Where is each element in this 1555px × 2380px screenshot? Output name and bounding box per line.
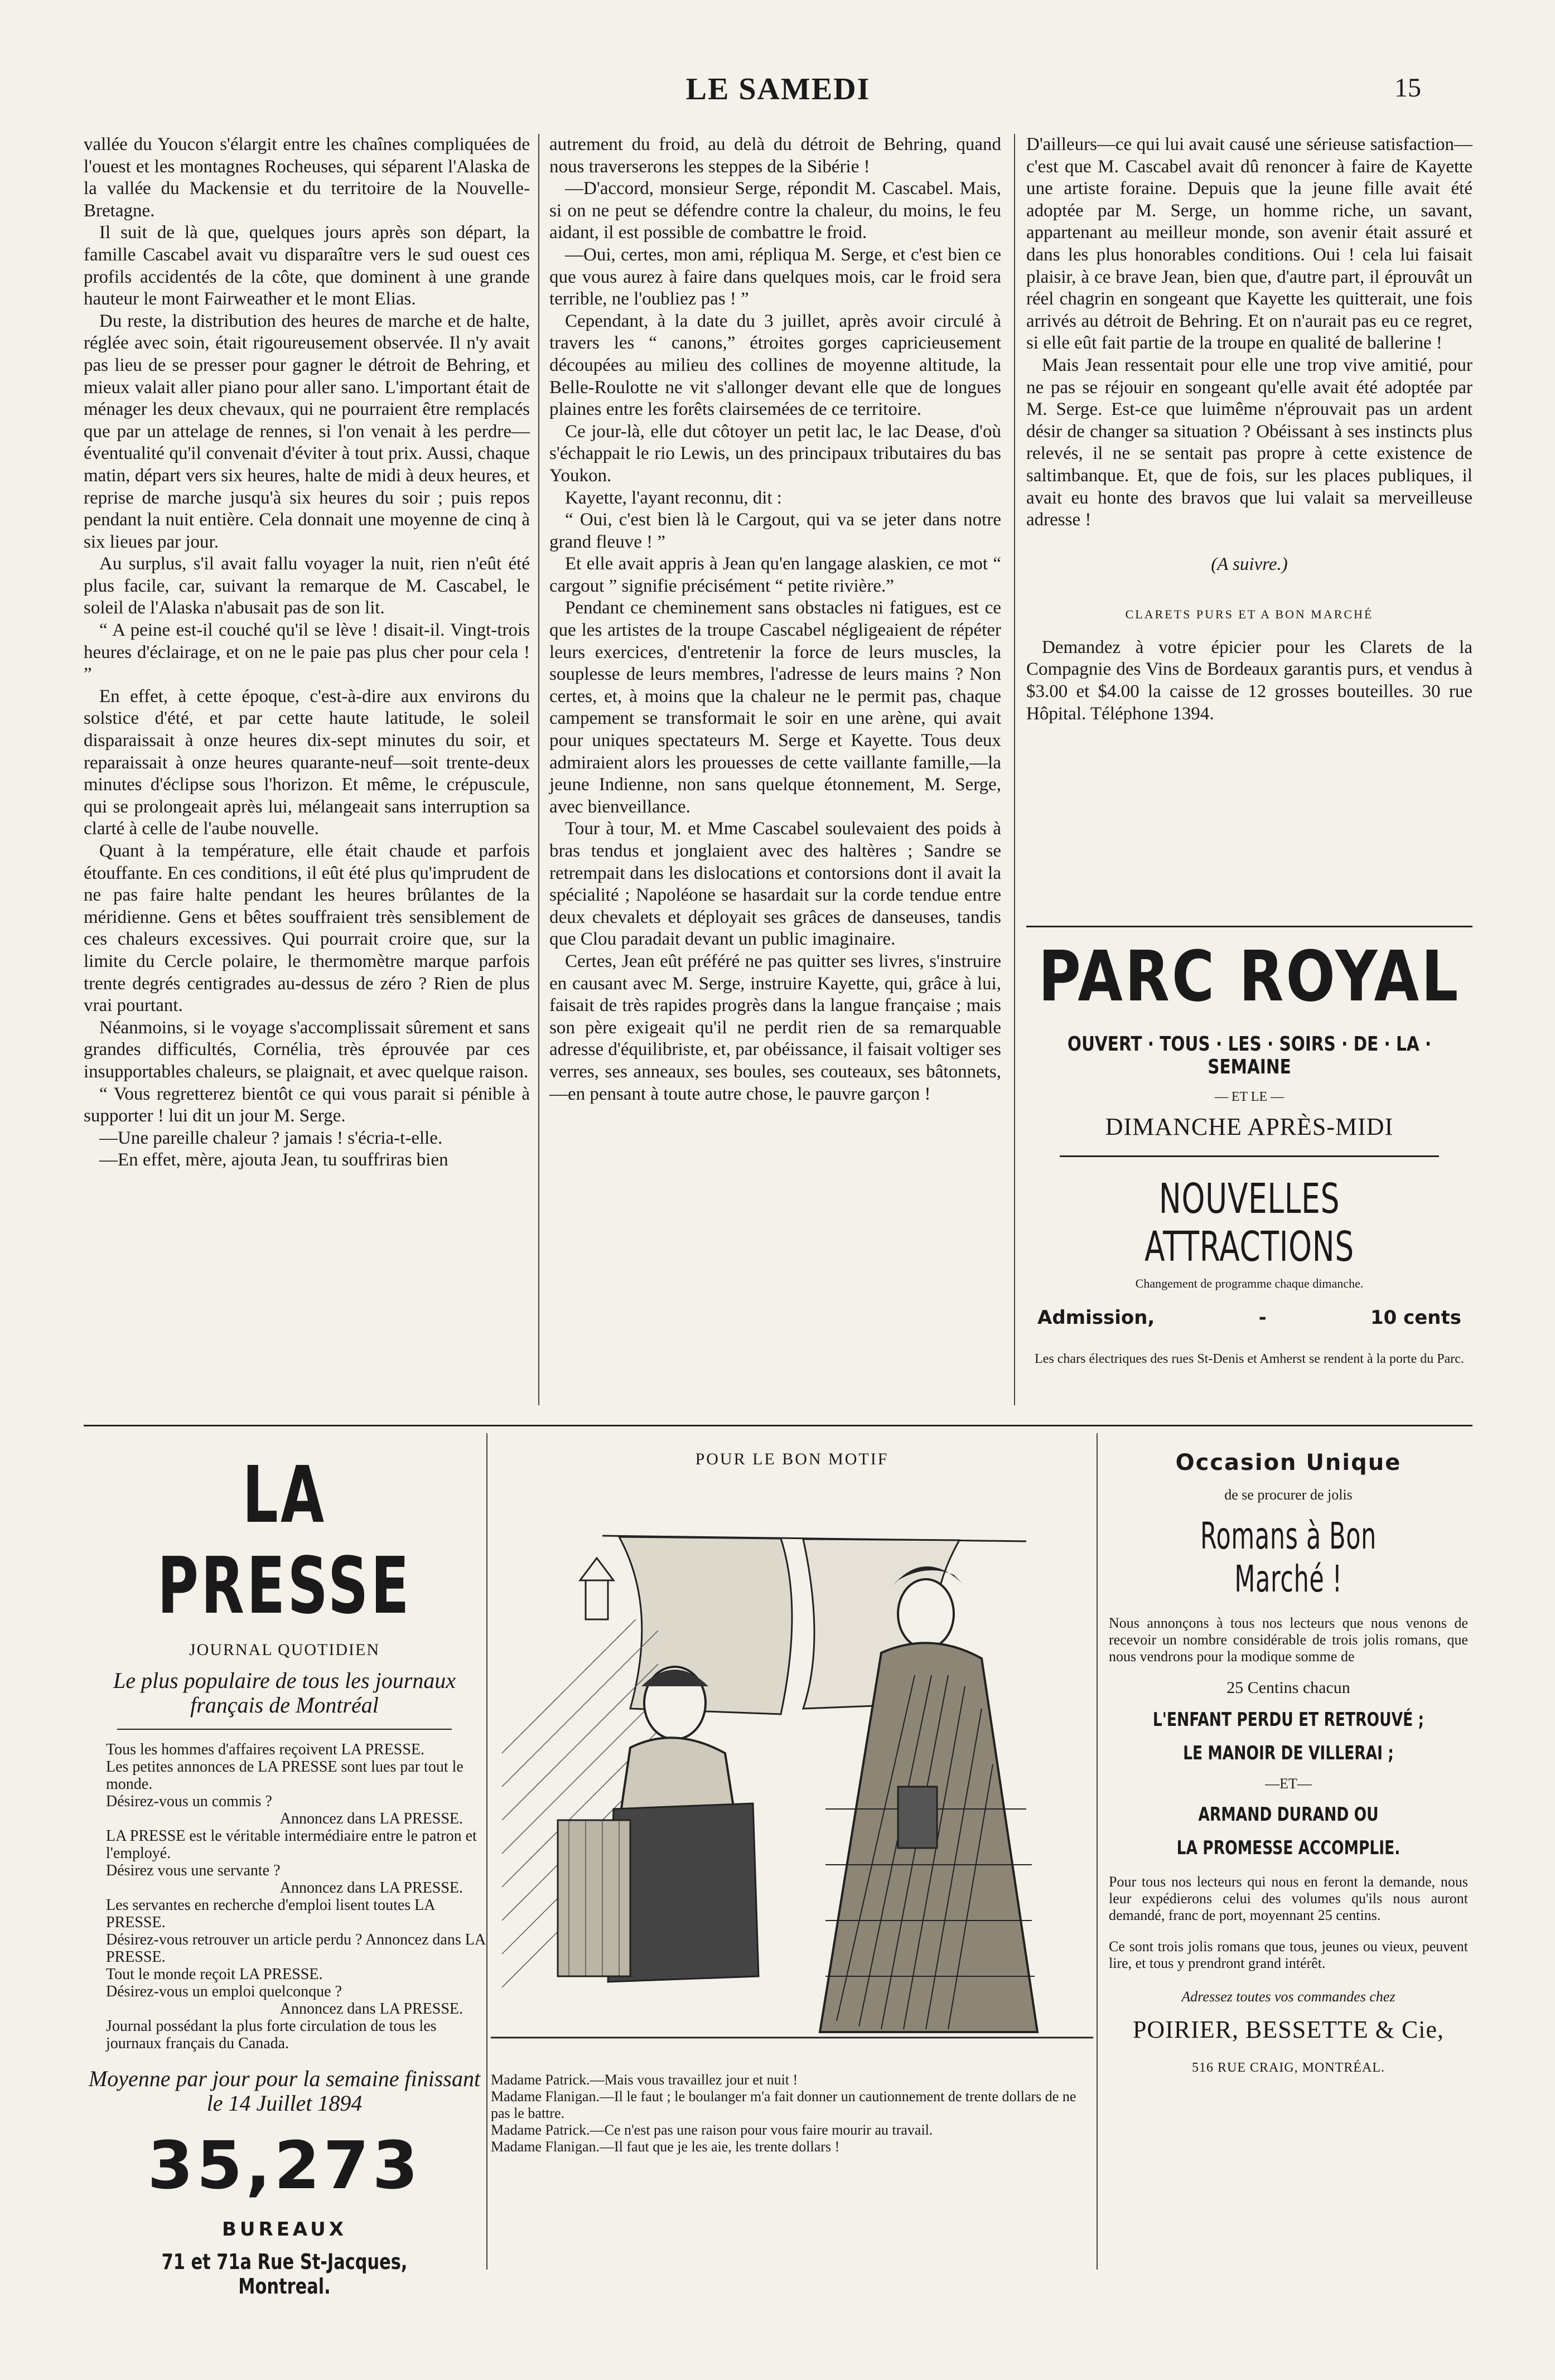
cartoon-title: POUR LE BON MOTIF [695,1450,889,1468]
presse-list-line: Annoncez dans LA PRESSE. [279,2000,463,2018]
paragraph: Tour à tour, M. et Mme Cascabel soulevaient des poids à bras tendus et jonglaient avec des haltères ; Sandre se retrempait dans les dislocations et contorsions dont il avait la spécialité ; Napoléone se hasardait sur la corde tendue entre deux chevalets et déployait ses grâces de danseuses, tandis que Clou paradait devant un public imaginaire. [549,819,1001,950]
occ-book-1: L'ENFANT PERDU ET RETROUVÉ ; [1152,1709,1424,1731]
parc-program-note: Changement de programme chaque dimanche. [1135,1276,1364,1290]
parc-admission-label: Admission, [1037,1307,1155,1329]
presse-list-line: Tout le monde reçoit LA PRESSE. [106,1966,323,1983]
paragraph: Certes, Jean eût préféré ne pas quitter ses livres, s'instruire en causant avec M. Serge, instruire Kayette, qui, grâce à lui, faisait de très rapides progrès dans la langue française ; mais son père exigeait qu'il ne perdit rien de sa remarquable adresse d'équilibriste, et, par obéissance, il faisait voltiger ses verres, ses anneaux, ses boules, ses couteaux, ses bâtonnets,—en pensant à toute autre chose, le pauvre garçon ! [549,951,1001,1104]
occ-text-2: Pour tous nos lecteurs qui nous en feront la demande, nous leur expédierons celui des volumes qu'ils nous auront demandé, franc de port, moyennant 25 centins. [1109,1874,1468,1923]
paragraph: —Une pareille chaleur ? jamais ! s'écria-t-elle. [99,1128,443,1148]
caption-line: Madame Patrick.—Ce n'est pas une raison pour vous faire mourir au travail. [491,2122,933,2138]
presse-address: 71 et 71a Rue St-Jacques, Montreal. [161,2250,408,2299]
article-column-3 [1026,134,1472,725]
paragraph: Cependant, à la date du 3 juillet, après avoir circulé à travers les “ canons,” étroites gorges capricieusement découpées au milieu des collines de moyenne altitude, la Belle-Roulotte ne vit s'allonger devant elle que de longues plaines entre les forêts clairsemées de ce territoire. [549,311,1001,420]
caption-line: Madame Flanigan.—Il le faut ; le boulanger m'a fait donner un cautionnement de trente dollars de ne pas le battre. [491,2088,1076,2121]
la-presse-ad [84,1439,485,2299]
paragraph: “ Oui, c'est bien là le Cargout, qui va se jeter dans notre grand fleuve ! ” [549,510,1001,552]
paragraph: —En effet, mère, ajouta Jean, tu souffriras bien [99,1150,448,1170]
paragraph: Et elle avait appris à Jean qu'en langage alaskien, ce mot “ cargout ” signifie précisément “ petite rivière.” [549,554,1001,596]
column-divider [1014,134,1015,1405]
occ-price: 25 Centins chacun [1226,1678,1350,1697]
cartoon-caption [491,2072,1093,2155]
presse-bureaux: BUREAUX [221,2218,347,2241]
article-column-2 [549,134,1001,1105]
presse-subtitle: JOURNAL QUOTIDIEN [189,1641,380,1659]
presse-circulation: 35,273 [147,2127,422,2204]
presse-list-line: Tous les hommes d'affaires reçoivent LA PRESSE. [106,1741,425,1758]
parc-attractions: NOUVELLES ATTRACTIONS [1144,1175,1354,1271]
paragraph: D'ailleurs—ce qui lui avait causé une sérieuse satisfaction—c'est que M. Cascabel avait dû renoncer à faire de Kayette une artiste foraine. Depuis que la jeune fille avait été adoptée par M. Serge, un homme riche, un savant, appartenant au meilleur monde, son avenir était assuré et dans les plus honorables conditions. Oui ! cela lui faisait plaisir, à ce brave Jean, bien que, d'autre part, il éprouvât un réel chagrin en songeant que Kayette les quitterait, une fois arrivés au détroit de Behring. Et on n'aurait pas eu ce regret, si elle eût fait partie de la troupe en qualité de ballerine ! [1026,134,1472,354]
presse-list-line: Désirez-vous retrouver un article perdu ? Annoncez dans LA PRESSE. [106,1931,485,1966]
parc-schedule: OUVERT · TOUS · LES · SOIRS · DE · LA · SEMAINE [1067,1033,1432,1078]
parc-dimanche: DIMANCHE APRÈS-MIDI [1105,1113,1394,1140]
parc-admission-price: 10 cents [1370,1307,1461,1329]
presse-rule [117,1729,452,1730]
to-be-continued: (A suivre.) [1211,554,1288,574]
column-divider [1097,1433,1098,2270]
masthead-title: LE SAMEDI [685,72,871,107]
presse-list [84,1741,485,2052]
parc-et-le: — ET LE — [1214,1090,1284,1104]
occ-procurer: de se procurer de jolis [1224,1487,1353,1503]
parc-title: PARC ROYAL [1038,935,1461,1018]
paragraph: —D'accord, monsieur Serge, répondit M. Cascabel. Mais, si on ne peut se défendre contre la chaleur, du moins, le feu aidant, il est possible de combattre le froid. [549,178,1001,243]
occ-et: —ET— [1265,1776,1312,1792]
paragraph: Du reste, la distribution des heures de marche et de halte, réglée avec soin, était rigoureusement observée. Il n'y avait pas lieu de se presser pour gagner le détroit de Behring, et mieux valait aller piano pour aller sano. L'important était de ménager les deux chevaux, qui ne pourraient être remplacés que par un attelage de rennes, si l'on venait à les perdre—éventualité qu'il convenait d'éviter à tout prix. Aussi, chaque matin, départ vers six heures, halte de midi à deux heures, et reprise de marche jusqu'à six heures du soir ; puis repos pendant la nuit entière. Cela donnait une moyenne de cinq à six lieues par jour. [84,311,530,552]
paragraph: vallée du Youcon s'élargit entre les chaînes compliquées de l'ouest et les montagnes Rocheuses, qui séparent l'Alaska de la vallée du Mackensie et du territoire de la Nouvelle-Bretagne. [84,134,530,221]
cartoon [491,1439,1093,2155]
paragraph: En effet, à cette époque, c'est-à-dire aux environs du solstice d'été, et par cette haute latitude, le soleil disparaissait à onze heures dix-sept minutes du soir, et reparaissait à onze heures quarante-neuf—soit trente-deux minutes d'éclipse sous l'horizon. Et même, le crépuscule, qui se prolongeait après lui, mélangeait sans interruption sa clarté à celle de l'aube nouvelle. [84,686,530,839]
paragraph: —Oui, certes, mon ami, répliqua M. Serge, et c'est bien ce que vous aurez à faire dans quelques mois, car le froid sera terrible, ne l'oubliez pas ! ” [549,244,1001,309]
paragraph: “ A peine est-il couché qu'il se lève ! disait-il. Vingt-trois heures d'éclairage, et on ne le paie pas plus cher pour cela ! ” [84,620,530,685]
paragraph: Au surplus, s'il avait fallu voyager la nuit, rien n'eût été plus facile, car, suivant la remarque de M. Cascabel, le soleil de l'Alaska n'abusait pas de son lit. [84,554,530,618]
parc-rule [1060,1155,1439,1157]
paragraph: Ce jour-là, elle dut côtoyer un petit lac, le lac Dease, d'où s'échappait le rio Lewis, un des principaux tributaires du bas Youkon. [549,421,1001,486]
presse-list-line: Annoncez dans LA PRESSE. [279,1810,463,1827]
presse-tagline: Le plus populaire de tous les journaux français de Montréal [113,1668,456,1718]
ad-divider [1026,926,1472,927]
occ-romans: Romans à Bon Marché ! [1200,1515,1377,1600]
occ-book-3a: ARMAND DURAND OU [1198,1803,1379,1826]
section-divider [84,1425,1472,1426]
occ-address: 516 RUE CRAIG, MONTRÉAL. [1192,2060,1385,2075]
caption-line: Madame Patrick.—Mais vous travaillez jour et nuit ! [491,2072,798,2088]
presse-list-line: Les petites annonces de LA PRESSE sont lues par tout le monde. [106,1758,463,1793]
presse-title: LA PRESSE [157,1450,412,1632]
presse-list-line: Désirez vous une servante ? [106,1862,281,1879]
paragraph: Néanmoins, si le voyage s'accomplissait sûrement et sans grandes difficultés, Cornélia, très éprouvée par ces insupportables chaleurs, se plaignait, et avec quelque raison. [84,1017,530,1082]
paragraph: Kayette, l'ayant reconnu, dit : [565,487,782,508]
paragraph: autrement du froid, au delà du détroit de Behring, quand nous traverserons les steppes de la Sibérie ! [549,134,1001,177]
clarets-ad-text: Demandez à votre épicier pour les Clarets de la Compagnie des Vins de Bordeaux garantis purs, et vendus à $3.00 et $4.00 la caisse de 12 grosses bouteilles. 30 rue Hôpital. Téléphone 1394. [1026,637,1472,724]
parc-tram-note: Les chars électriques des rues St-Denis et Amherst se rendent à la porte du Parc. [1035,1352,1464,1366]
occ-title: Occasion Unique [1175,1450,1402,1476]
occ-text: Nous annonçons à tous nos lecteurs que nous venons de recevoir un nombre considérable de trois jolis romans, que nous vendrons pour la modique somme de [1109,1615,1468,1665]
occ-adresser: Adressez toutes vos commandes chez [1181,1989,1395,2005]
paragraph: Quant à la température, elle était chaude et parfois étouffante. En ces conditions, il eût été plus qu'imprudent de ne pas faire halte pendant les heures brûlantes de la méridienne. Gens et bêtes souffraient très sensiblement de ces chaleurs excessives. Qui pourrait croire que, sur la limite du Cercle polaire, le thermomètre marque parfois trente degrés centigrades au-dessus de zéro ? Rien de plus vrai pourtant. [84,841,530,1016]
presse-list-line: Les servantes en recherche d'emploi lisent toutes LA PRESSE. [106,1897,434,1931]
column-divider [538,134,539,1405]
paragraph: Il suit de là que, quelques jours après son départ, la famille Cascabel avait vu disparaître vers le sud ouest ces profils accidentés de la côte, que dominent à une grande hauteur le mont Fairweather et le mont Elias. [84,222,530,309]
occ-book-3b: LA PROMESSE ACCOMPLIE. [1176,1837,1401,1859]
cartoon-illustration [491,1474,1093,2060]
presse-list-line: Journal possédant la plus forte circulation de tous les journaux français du Canada. [106,2018,437,2052]
page-number: 15 [1394,73,1421,103]
presse-list-line: LA PRESSE est le véritable intermédiaire entre le patron et l'employé. [106,1827,477,1862]
presse-average: Moyenne par jour pour la semaine finissant le 14 Juillet 1894 [88,2066,481,2116]
occ-text-3: Ce sont trois jolis romans que tous, jeunes ou vieux, peuvent lire, et tous y prendront grand intérêt. [1109,1938,1468,1971]
column-divider [486,1433,487,2270]
parc-admission-dash: - [1258,1307,1267,1329]
presse-list-line: Désirez-vous un emploi quelconque ? [106,1983,342,2000]
parc-royal-ad [1026,935,1472,1367]
clarets-heading: CLARETS PURS ET A BON MARCHÉ [1125,607,1374,622]
presse-list-line: Désirez-vous un commis ? [106,1793,272,1810]
paragraph: Pendant ce cheminement sans obstacles ni fatigues, est ce que les artistes de la troupe Cascabel négligeaient de répéter leurs exercices, d'entretenir la force de leurs muscles, la souplesse de leurs membres, l'adresse de leurs mains ? Non certes, et, à moins que la chaleur ne le permit pas, chaque campement se transformait le soir en une arène, qui avait pour uniques spectateurs M. Serge et Kayette. Tous deux admiraient alors les prouesses de cette vaillante famille,—la jeune Indienne, non sans quelque étonnement, M. Serge, avec bienveillance. [549,598,1001,817]
occ-book-2: LE MANOIR DE VILLERAI ; [1183,1742,1394,1764]
paragraph: “ Vous regretterez bientôt ce qui vous parait si pénible à supporter ! lui dit un jour M. Serge. [84,1083,530,1126]
presse-list-line: Annoncez dans LA PRESSE. [279,1879,463,1897]
article-column-1 [84,134,530,1172]
occ-firm: POIRIER, BESSETTE & Cie, [1132,2016,1445,2043]
caption-line: Madame Flanigan.—Il faut que je les aie, les trente dollars ! [491,2139,840,2155]
occasion-unique-ad [1104,1439,1472,2076]
parc-admission-row [1026,1307,1472,1329]
paragraph: Mais Jean ressentait pour elle une trop vive amitié, pour ne pas se réjouir en songeant qu'elle avait été adoptée par M. Serge. Est-ce que luimême n'éprouvait pas un ardent désir de changer sa situation ? Obéissant à ses instincts plus relevés, il ne se sentait pas propre à cette existence de saltimbanque. Et, que de fois, sur les places publiques, il avait eu honte des bravos que lui valait sa merveilleuse adresse ! [1026,355,1472,530]
